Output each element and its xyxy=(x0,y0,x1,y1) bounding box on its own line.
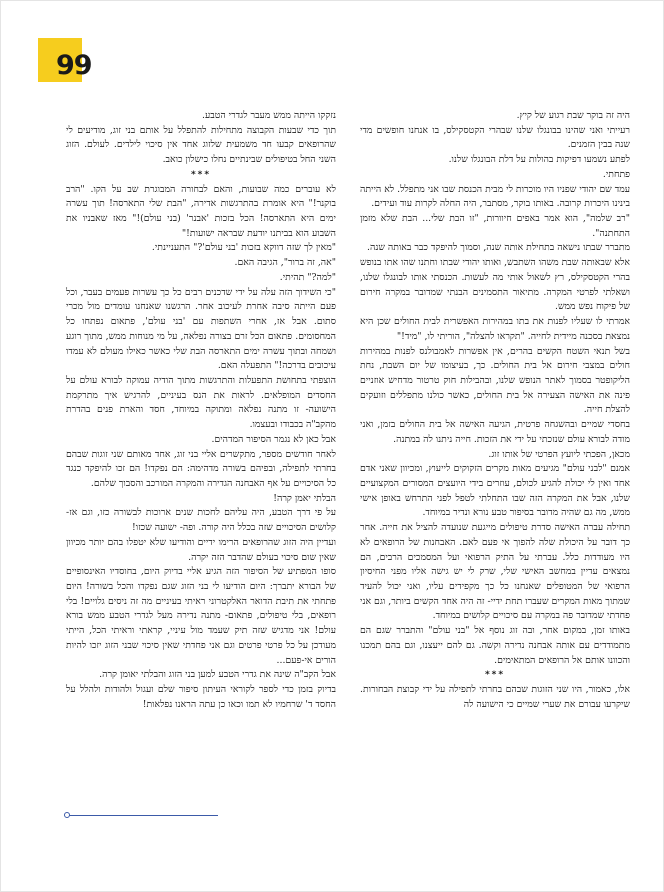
paragraph: באותו זמן, במקום אחר, ובה זוג נוסף אל "בני עולם" והתברר שגם הם מתמודדים עם אותה אבחנה נדירה וקשה. גם להם ייעצנו, וגם בהם תמכנו והכוונו אותם אל הרופאים המתאימים. xyxy=(360,625,630,666)
page-number: 99 xyxy=(56,50,92,81)
paragraph: בחסדי שמיים ובהשגחה פרטית, הגיעה האישה אל בית החולים בזמן, ואני מודה לבורא עולם שנזכתי על ידי את הזכות. חייה ניתנו לה במתנה. xyxy=(360,419,630,445)
section-divider: *** xyxy=(190,169,212,180)
article-body xyxy=(66,109,630,869)
paragraph: תחילה עברה האישה סדרת טיפולים מייגעת שנועדה להציל את חייה. אחר כך דובר על היכולת שלה להפוך אי פעם לאם. האבחנות של הרופאים לא היו מעודדות כלל. עברתי על התיק הרפואי ועל המסמכים הרבים, הם נמצאים עדיין במחשב האישי שלי, שרק לי יש גישה אליו מפני החיסיון הרפואי של המטופלים שאנחנו כל כך מקפידים עליו, ואני יכול להעיד שמתוך מאות המקרים שעברו תחת ידיי- זה היה אחד הקשים ביותר, וגם אני פחדתי שמדובר פה במקרה עם סיכויים קלושים במיוחד. xyxy=(360,522,630,622)
paragraph: עמד שם יהודי שפניו היו מוכרות לי מבית הכנסת שבו אני מתפלל. לא הייתה בינינו היכרות קרובה. באותו בוקר, מסתבר, היה החלה לקרות עוד ועידים. xyxy=(360,183,630,210)
paragraph: "אה, זה ברור", הגיבה האם. xyxy=(234,257,336,269)
paragraph: "כי השידוך הזה עלה על ידי שדכנים רבים כל כך עשרות פעמים בעבר, וכל פעם הייתה סיבה אחרת לעיכוב אחר. הרגשנו שאנחנו עומדים מול מכרי סתום. אבל אז, אחרי השתפות עם 'בני עולם', פתאום נפתחו כל המחסומים. פתאום הכל זרם בצורה נפלאה, על מי מנוחות ממש, מתוך רוגע ושמחה ובתוך עשרה ימים התארסה הבת שלי כאשר כאילו מעולם לא עמדו עיכובים בדרכה!" התפעלה האם. xyxy=(66,286,336,372)
paragraph: אבל הקב"ה שינה את גדרי הטבע למען בני הזוג והבלתי יאומן קרה. xyxy=(99,669,336,681)
paragraph: בשל תנאי השטח הקשים בהרים, אין אפשרות לאמבולנס לפנות במהירות חולים במצבי חירום אל בית החולים. כך, בעיצומו של יום השבת, נחת הליקופטר בסמוך לאתר הנופש שלנו, ובהבילות חוק טרטור מדחיש אוזניים פינה את האישה הצעירה אל בית החולים, כאשר כולנו מתפללים וזועקים להצלת חייה. xyxy=(360,345,630,416)
paragraph: "מאין לך שזה דווקא בזכות 'בני עולם'?" התעניינתי. xyxy=(151,242,336,254)
right-column xyxy=(360,109,630,869)
paragraph: על פי דרך הטבע, היה עליהם לחכות שנים ארוכות לבשורה כזו, וגם אז- קלושים הסיכויים שזה בכלל היה קורה. ופה- ישועה שכזו! xyxy=(66,507,336,534)
paragraph: אבל כאן לא נגמר הסיפור המדהים. xyxy=(211,433,336,445)
paragraph: רעייתי ואני שהינו בבונגלו שלנו שבהרי הקטסקילס, בו אנחנו חופשים מדי שנה בבין הזמנים. xyxy=(360,124,630,151)
paragraph: מתברר שבתו נישאה בתחילת אותה שנה, וסמוך להיפקד כבר באותה שנה. xyxy=(367,242,630,254)
paragraph: "רב שלמה", הוא אמר באפים חיוורות, "זו הבת שלי... הבת שלא מזמן התחתנה". xyxy=(360,213,630,239)
paragraph: "למה?" תהיתי. xyxy=(279,271,336,283)
paragraph: הוצפתי בתחושת התפעלות והתרגשות מתוך הודיה עמוקה לבורא עולם על החסדים המופלאים. לראות את הנס בעיניים, להרגיש איך מתרקמת הישועה- זו מתנה נפלאה ומתוקה במיוחד, חסד והארת פנים בהדרת מהקב"ה בכבודו ובעצמו. xyxy=(66,374,336,431)
paragraph: היה זה בוקר שבת רגוע של קיץ. xyxy=(516,110,630,121)
section-divider: *** xyxy=(484,670,506,681)
paragraph: אלו, כאמור, היו שני הזוגות שבהם בחרתי לתפילה על ידי קבוצת הבחורות. שיקרעו עבורם את שערי שמיים כי הישועה לה xyxy=(360,684,630,710)
paragraph: אלא שבאותה שבת משהו השתבש, ואותו יהודי שבתו וחתנו שהו אתו בנופש בהרי הקטסקילס, רץ לשאול אותי מה לעשות. הכנסתי אותו לבונגלו שלנו, ושאלתי לפרטי המקרה. מתיאור התסמינים הבנתי שמדובר במקרה חירום של פיקוח נפש ממש. xyxy=(360,257,630,313)
paragraph: לא עוברים כמה שבועות, והאם לבחורה המבוגרת שב על הקו. "הרב בוקנר!" היא אומרת בהתרגשות אדירה, "הבת שלי התארסה! תוך עשרה ימים היא התארסה! הכל בזכות 'אבנר' (בני עולם)!" מאז שאבניו את השבוע הוא בביתנו יודעת שבראה ישועות!" xyxy=(66,183,336,239)
paragraph: לאחר חודשים מספר, מתקשרים אליי בני זוג, אחד מאותם שני זוגות שבהם בחרתי לתפילה, ובפיהם בשורה מדהימה: הם נפקדו! הם זכו להיפקד כנגד כל הסיכויים על אף האבחנה הגדירה והמקרה המורכב והסבוך שלהם. xyxy=(66,448,336,489)
end-of-article-dot xyxy=(64,812,70,818)
paragraph: ועדיין היה הזוג שהרופאים הרימו ידיים והודיעו שלא יטפלו בהם יותר מכיוון שאין שום סיכוי בעולם שהדבר הזה יקרה. xyxy=(66,536,336,563)
paragraph: הבלתי יאמן קרה! xyxy=(273,492,336,504)
paragraph: תוך כדי שבעות הקבוצה מתחילות להתפלל על אותם בני זוג, מודיעים לי שהרופאים קבעו חד משמעית שלזוג אחד אין סיכוי לילדים. לעולם. הזוג השני החל בטיפולים שבינתיים נחלו כישלון כואב. xyxy=(66,124,336,166)
paragraph: אמנם "לבני עולם" מגיעים מאות מקרים הזקוקים לייעוץ, ומכיוון שאני אדם אחד ואין לי יכולת להגיע לכולם, עוזרים בידי היועצים המסורים המקצועיים שלנו, אבל את המקרה הזה שבו התחלתי לטפל לפני התרחש באופן אישי ממש, מה גם שהיה מדובר בסיפור טבע נורא ונדיר במיוחד. xyxy=(360,463,630,519)
paragraph: פתחתי. xyxy=(602,168,630,180)
left-column xyxy=(66,109,336,869)
paragraph: בדיוק בזמן כדי לספר לקוראי העיתון סיפור שלם ועגול ולהודות ולהלל על החסד ד' שרחמיו לא תמו וכאו כן עתה הראנו נפלאות! xyxy=(66,684,336,710)
paragraph: מכאן, הפכתי ליועץ הפרטי של אותו זוג. xyxy=(488,448,630,460)
paragraph: לפתע נשמעו דפיקות בהולות על דלת הבונגלו שלנו. xyxy=(448,154,630,166)
paragraph: נזקקו הייתה ממש מעבר לגדרי הטבע. xyxy=(202,110,336,121)
end-of-article-line xyxy=(68,815,218,816)
paragraph: אמרתי לו שעליו לפנות את בתו במהירות האפשרית לבית החולים שכן היא נמצאת בסכנה מיידית לחייה. "תקראו להצלה", הוריתי לו, "מיד!" xyxy=(360,316,630,342)
paragraph: סופו המפתיע של הסיפור הזה הגיע אליי בדיוק היום, בחוסדיו האינסופיים של הבורא יתברך: היום הודיעו לי בני הזוג שגם נפקדו והכל בשורה! היום פתחתי את תיבת הדואר האלקטרוני ראיתי בעיניים מה זה ניסים גלויים! בלי רופאים, בלי טיפולים, פתאום- מתנה נדירה מעל לגדרי הטבע ממש בורא עולם! אני מדגיש שזה תיק שעמד מול עיניי, קראתי וראיתי הכל, הייתי מעודכן על כל פרטי פרטים וגם אני פחדתי שאין סיכוי שבני הזוג יזכו להיות הורים אי-פעם... xyxy=(66,566,336,666)
